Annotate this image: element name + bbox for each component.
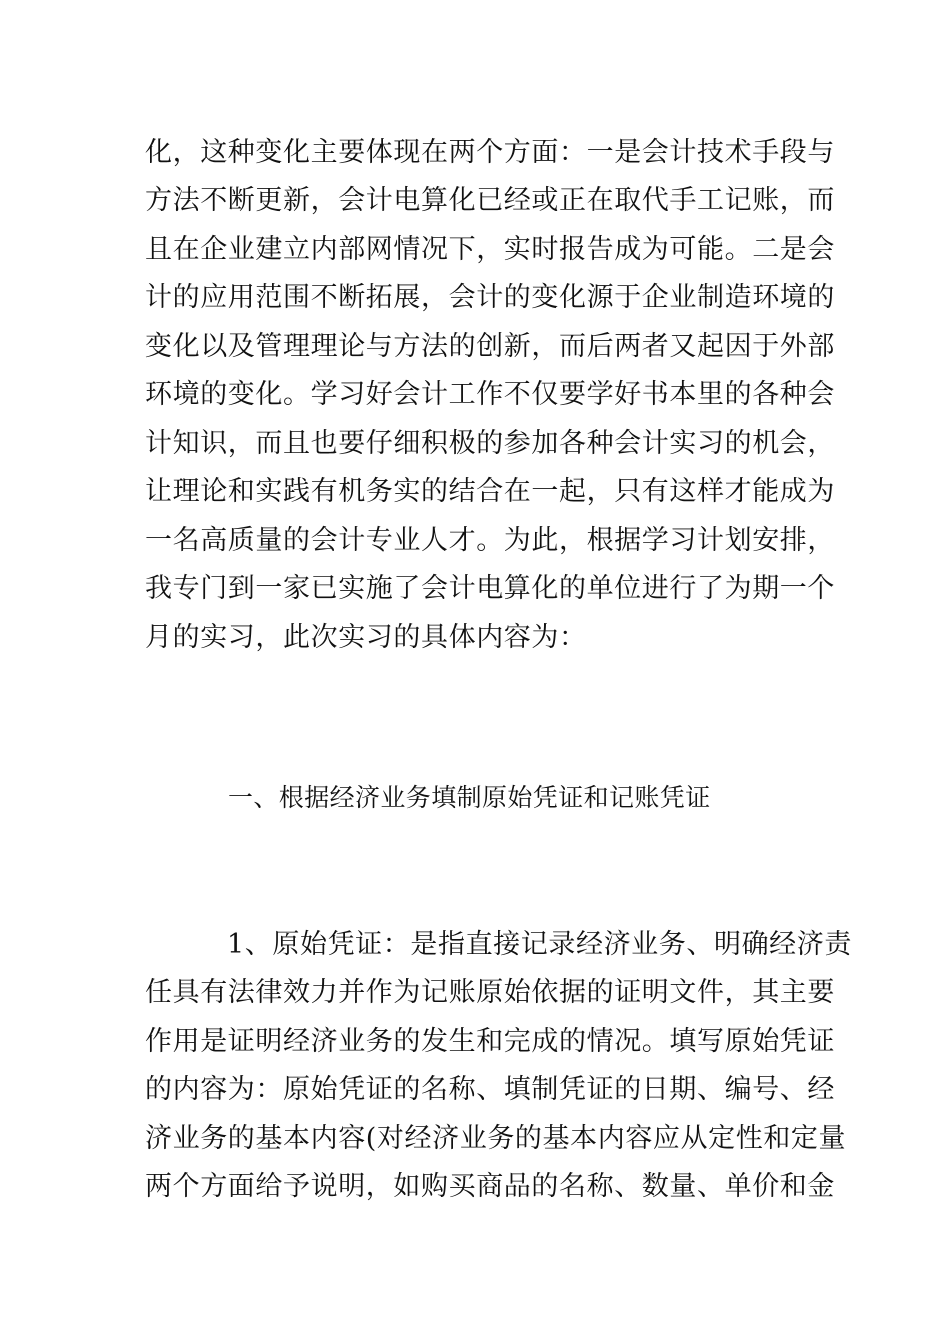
paragraph-1-line-4: 计的应用范围不断拓展，会计的变化源于企业制造环境的: [145, 282, 835, 313]
paragraph-2-line-6: 两个方面给予说明，如购买商品的名称、数量、单价和金: [145, 1171, 835, 1202]
paragraph-1-line-6: 环境的变化。学习好会计工作不仅要学好书本里的各种会: [145, 379, 835, 410]
paragraph-1-line-3: 且在企业建立内部网情况下，实时报告成为可能。二是会: [145, 234, 835, 265]
paragraph-1-line-8: 让理论和实践有机务实的结合在一起，只有这样才能成为: [145, 476, 835, 507]
paragraph-1-line-10: 我专门到一家已实施了会计电算化的单位进行了为期一个: [145, 573, 835, 604]
paragraph-2-line-1: 1、原始凭证：是指直接记录经济业务、明确经济责: [227, 929, 852, 960]
paragraph-2-line-5: 济业务的基本内容(对经济业务的基本内容应从定性和定量: [145, 1123, 847, 1154]
section-heading: 一、根据经济业务填制原始凭证和记账凭证: [228, 783, 711, 812]
paragraph-1-line-11: 月的实习，此次实习的具体内容为：: [145, 622, 587, 653]
paragraph-1-line-7: 计知识，而且也要仔细积极的参加各种会计实习的机会，: [145, 428, 835, 459]
paragraph-1-line-1: 化，这种变化主要体现在两个方面：一是会计技术手段与: [145, 137, 835, 168]
paragraph-1-line-5: 变化以及管理理论与方法的创新，而后两者又起因于外部: [145, 331, 835, 362]
paragraph-2-line-3: 作用是证明经济业务的发生和完成的情况。填写原始凭证: [145, 1026, 835, 1057]
paragraph-1-line-9: 一名高质量的会计专业人才。为此，根据学习计划安排，: [145, 525, 835, 556]
paragraph-2-line-4: 的内容为：原始凭证的名称、填制凭证的日期、编号、经: [145, 1074, 835, 1105]
paragraph-1-line-2: 方法不断更新，会计电算化已经或正在取代手工记账，而: [145, 185, 835, 216]
paragraph-2-line-2: 任具有法律效力并作为记账原始依据的证明文件，其主要: [145, 977, 835, 1008]
